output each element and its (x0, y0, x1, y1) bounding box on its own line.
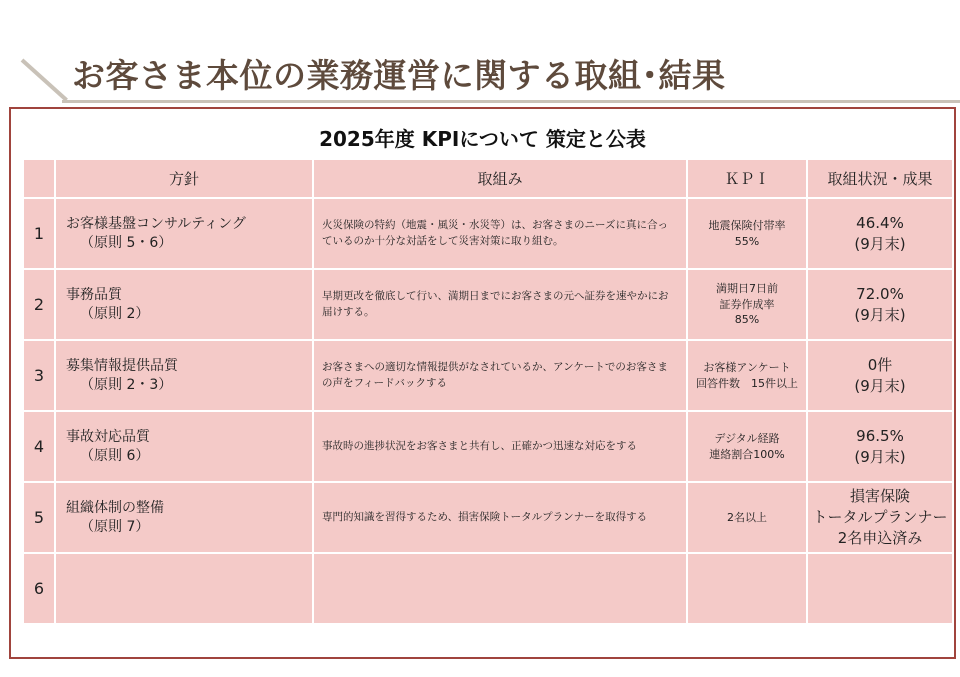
policy-cell (55, 553, 313, 624)
result-line: 0件 (867, 355, 893, 374)
row-number: 6 (23, 553, 55, 624)
result-line: 損害保険 (849, 487, 910, 505)
kpi-line: 連絡割合100% (709, 447, 785, 461)
table-header-row (23, 159, 953, 198)
kpi-line: 55% (734, 234, 760, 248)
policy-cell (55, 269, 313, 340)
policy-cell (55, 411, 313, 482)
row-number: 1 (23, 198, 55, 269)
title-area (0, 0, 960, 110)
policy-name: 事故対応品質 (66, 428, 150, 445)
table-row (23, 269, 953, 340)
result-line: 46.4% (856, 213, 904, 232)
kpi-line: 証券作成率 (719, 297, 775, 311)
row-number: 2 (23, 269, 55, 340)
kpi-cell (687, 269, 807, 340)
action-cell: 専門的知識を習得するため、損害保険トータルプランナーを取得する (313, 482, 687, 553)
title-underline (62, 100, 960, 103)
result-line: (9月末) (854, 376, 906, 395)
row-number: 4 (23, 411, 55, 482)
kpi-line: デジタル経路 (714, 431, 780, 445)
header-policy: 方針 (55, 159, 313, 198)
kpi-table (22, 158, 954, 625)
kpi-cell (687, 553, 807, 624)
result-line: 72.0% (856, 284, 904, 303)
kpi-line: 地震保険付帯率 (708, 218, 786, 232)
policy-name: 事務品質 (66, 286, 122, 303)
header-num (23, 159, 55, 198)
row-number: 3 (23, 340, 55, 411)
policy-principle: （原則 7） (80, 518, 150, 535)
header-result: 取組状況・成果 (807, 159, 953, 198)
kpi-cell (687, 198, 807, 269)
kpi-line: 85% (734, 313, 760, 327)
kpi-cell (687, 340, 807, 411)
action-cell: 早期更改を徹底して行い、満期日までにお客さまの元へ証券を速やかにお届けする。 (313, 269, 687, 340)
policy-cell (55, 340, 313, 411)
result-line: (9月末) (854, 234, 906, 253)
action-cell (313, 553, 687, 624)
result-line: 2名申込済み (837, 529, 923, 547)
result-line: (9月末) (854, 447, 906, 466)
row-number: 5 (23, 482, 55, 553)
result-cell (807, 411, 953, 482)
policy-cell (55, 198, 313, 269)
result-cell (807, 553, 953, 624)
policy-name: お客様基盤コンサルティング (66, 215, 246, 232)
table-row (23, 482, 953, 553)
header-kpi: ＫＰＩ (687, 159, 807, 198)
table-row (23, 340, 953, 411)
policy-principle: （原則 6） (80, 447, 150, 464)
action-cell: 火災保険の特約（地震・風災・水災等）は、お客さまのニーズに真に合っているのか十分な対話をして災害対策に取り組む。 (313, 198, 687, 269)
result-cell (807, 340, 953, 411)
policy-principle: （原則 2） (80, 305, 150, 322)
kpi-frame (9, 107, 956, 659)
title-slash-decoration (21, 59, 68, 102)
result-line: トータルプランナー (812, 508, 948, 526)
table-row (23, 553, 953, 624)
policy-name: 募集情報提供品質 (66, 357, 178, 374)
result-cell (807, 269, 953, 340)
kpi-line: 回答件数 15件以上 (696, 376, 798, 390)
action-cell: お客さまへの適切な情報提供がなされているか、アンケートでのお客さまの声をフィードバックする (313, 340, 687, 411)
kpi-line: 2名以上 (727, 510, 767, 524)
page-title: お客さま本位の業務運営に関する取組･結果 (72, 56, 726, 95)
result-cell (807, 482, 953, 553)
policy-name: 組織体制の整備 (66, 499, 164, 516)
result-line: (9月末) (854, 305, 906, 324)
table-row (23, 411, 953, 482)
kpi-cell (687, 482, 807, 553)
table-body (23, 198, 953, 624)
table-row (23, 198, 953, 269)
header-action: 取組み (313, 159, 687, 198)
kpi-line: 満期日7日前 (716, 281, 778, 295)
policy-principle: （原則 5・6） (80, 234, 173, 251)
action-cell: 事故時の進捗状況をお客さまと共有し、正確かつ迅速な対応をする (313, 411, 687, 482)
result-line: 96.5% (856, 426, 904, 445)
policy-cell (55, 482, 313, 553)
kpi-cell (687, 411, 807, 482)
table-title: 2025年度 KPIについて 策定と公表 (319, 127, 646, 151)
policy-principle: （原則 2・3） (80, 376, 173, 393)
result-cell (807, 198, 953, 269)
kpi-line: お客様アンケート (703, 360, 791, 374)
